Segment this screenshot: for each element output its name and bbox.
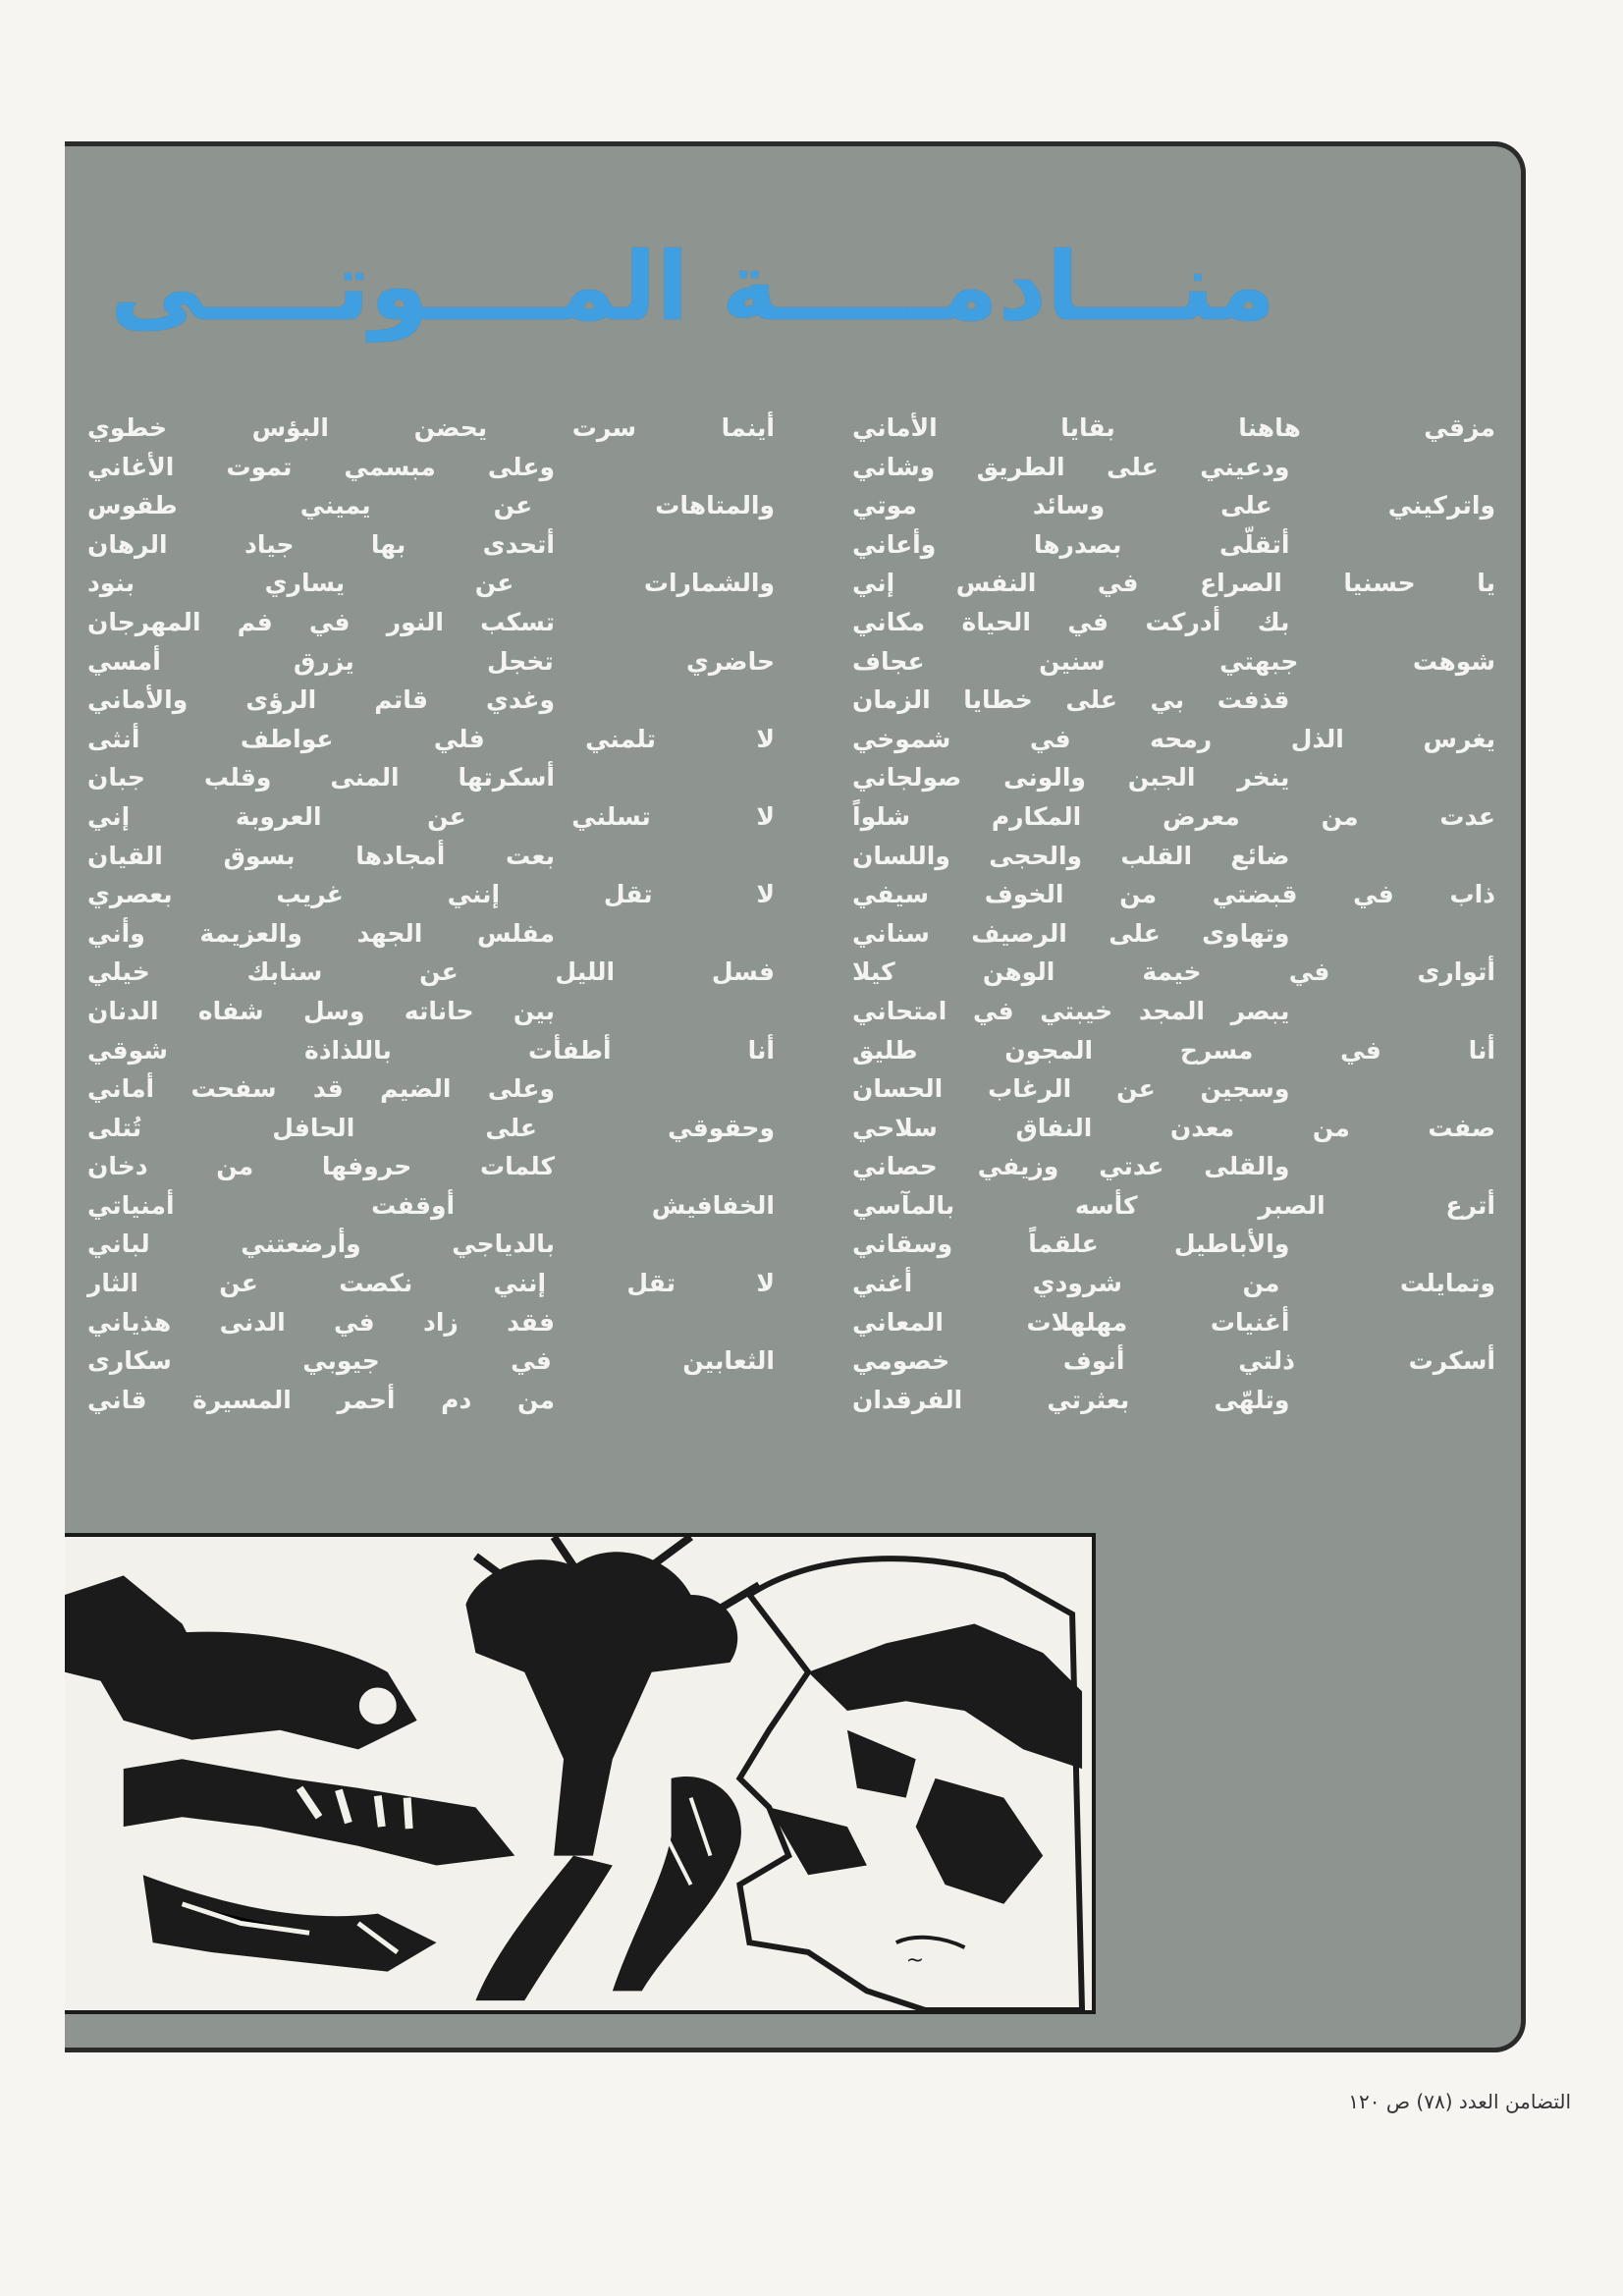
- right-verse-line: مزقي هاهنا بقايا الأماني: [852, 413, 1495, 442]
- left-verse-line: الخفافيش أوقفت أمنياتي: [87, 1190, 775, 1220]
- poem-panel: [65, 141, 1526, 2052]
- left-verse-line: والمتاهات عن يميني طقوس: [87, 491, 775, 520]
- right-verse-line: وتلهّى بعثرتي الفرقدان: [852, 1385, 1290, 1414]
- right-verse-line: قذفت بي على خطايا الزمان: [852, 685, 1290, 715]
- left-verse-line: وحقوقي على الحافل تُتلى: [87, 1113, 775, 1142]
- left-verse-line: لا تلمني فلي عواطف أنثى: [87, 724, 775, 753]
- right-verse-line: ينخر الجبن والونى صولجاني: [852, 763, 1290, 793]
- left-verse-line: لا تسلني عن العروبة إني: [87, 801, 775, 831]
- right-verse-line: وتمايلت من شرودي أغني: [852, 1269, 1495, 1298]
- left-verse-line: والشمارات عن يساري بنود: [87, 569, 775, 598]
- left-verse-line: الثعابين في جيوبي سكارى: [87, 1346, 775, 1376]
- left-verse-line: كلمات حروفها من دخان: [87, 1152, 555, 1181]
- left-verse-line: أسكرتها المنى وقلب جبان: [87, 763, 555, 793]
- left-verse-line: لا تقل إنني نكصت عن الثار: [87, 1269, 775, 1298]
- left-verse-line: أنا أطفأت باللذاذة شوقي: [87, 1035, 775, 1065]
- right-verse-line: ذاب في قبضتي من الخوف سيفي: [852, 880, 1495, 909]
- left-verse-line: حاضري تخجل يزرق أمسي: [87, 646, 775, 676]
- right-verse-line: أترع الصبر كأسه بالمآسي: [852, 1190, 1495, 1220]
- left-verse-line: وعلى مبسمي تموت الأغاني: [87, 452, 555, 481]
- right-verse-line: واتركيني على وسائد موتي: [852, 491, 1495, 520]
- poem-column-left: [87, 409, 775, 1419]
- right-verse-line: يبصر المجد خيبتي في امتحاني: [852, 996, 1290, 1025]
- left-verse-line: بعت أمجادها بسوق القيان: [87, 841, 555, 870]
- left-verse-line: فقد زاد في الدنى هذياني: [87, 1307, 555, 1337]
- right-verse-line: يغرس الذل رمحه في شموخي: [852, 724, 1495, 753]
- right-verse-line: أتوارى في خيمة الوهن كيلا: [852, 957, 1495, 987]
- left-verse-line: فسل الليل عن سنابك خيلي: [87, 957, 775, 987]
- left-verse-line: لا تقل إنني غريب بعصري: [87, 880, 775, 909]
- illustration: [65, 1533, 1096, 2014]
- left-verse-line: بالدياجي وأرضعتني لباني: [87, 1230, 555, 1259]
- right-verse-line: أنا في مسرح المجون طليق: [852, 1035, 1495, 1065]
- right-verse-line: وسجين عن الرغاب الحسان: [852, 1074, 1290, 1104]
- left-verse-line: أينما سرت يحضن البؤس خطوي: [87, 413, 775, 442]
- right-verse-line: أغنيات مهلهلات المعاني: [852, 1307, 1290, 1337]
- poem-title: منـــادمـــــة المــــوتــــى: [110, 232, 1275, 342]
- left-verse-line: بين حاناته وسل شفاه الدنان: [87, 996, 555, 1025]
- left-verse-line: مفلس الجهد والعزيمة وأني: [87, 918, 555, 948]
- right-verse-line: ودعيني على الطريق وشاني: [852, 452, 1290, 481]
- right-verse-line: والأباطيل علقماً وسقاني: [852, 1230, 1290, 1259]
- left-verse-line: تسكب النور في فم المهرجان: [87, 607, 555, 636]
- right-verse-line: والقلى عدتي وزيفي حصاني: [852, 1152, 1290, 1181]
- right-verse-line: يا حسنيا الصراع في النفس إني: [852, 569, 1495, 598]
- left-verse-line: أتحدى بها جياد الرهان: [87, 529, 555, 559]
- right-verse-line: شوهت جبهتي سنين عجاف: [852, 646, 1495, 676]
- right-verse-line: عدت من معرض المكارم شلواً: [852, 801, 1495, 831]
- right-verse-line: صفت من معدن النفاق سلاحي: [852, 1113, 1495, 1142]
- left-verse-line: وعلى الضيم قد سفحت أماني: [87, 1074, 555, 1104]
- left-verse-line: من دم أحمر المسيرة قاني: [87, 1385, 555, 1414]
- ink-drawing-image: [65, 1537, 1092, 2010]
- poem-column-right: [852, 409, 1495, 1419]
- right-verse-line: وتهاوى على الرصيف سناني: [852, 918, 1290, 948]
- right-verse-line: أتقلّى بصدرها وأعاني: [852, 529, 1290, 559]
- svg-text:~: ~: [905, 1947, 925, 1973]
- right-verse-line: بك أدركت في الحياة مكاني: [852, 607, 1290, 636]
- left-verse-line: وغدي قاتم الرؤى والأماني: [87, 685, 555, 715]
- right-verse-line: أسكرت ذلتي أنوف خصومي: [852, 1346, 1495, 1376]
- page-footer: التضامن العدد (٧٨) ص ١٢٠: [1348, 2090, 1571, 2113]
- right-verse-line: ضائع القلب والحجى واللسان: [852, 841, 1290, 870]
